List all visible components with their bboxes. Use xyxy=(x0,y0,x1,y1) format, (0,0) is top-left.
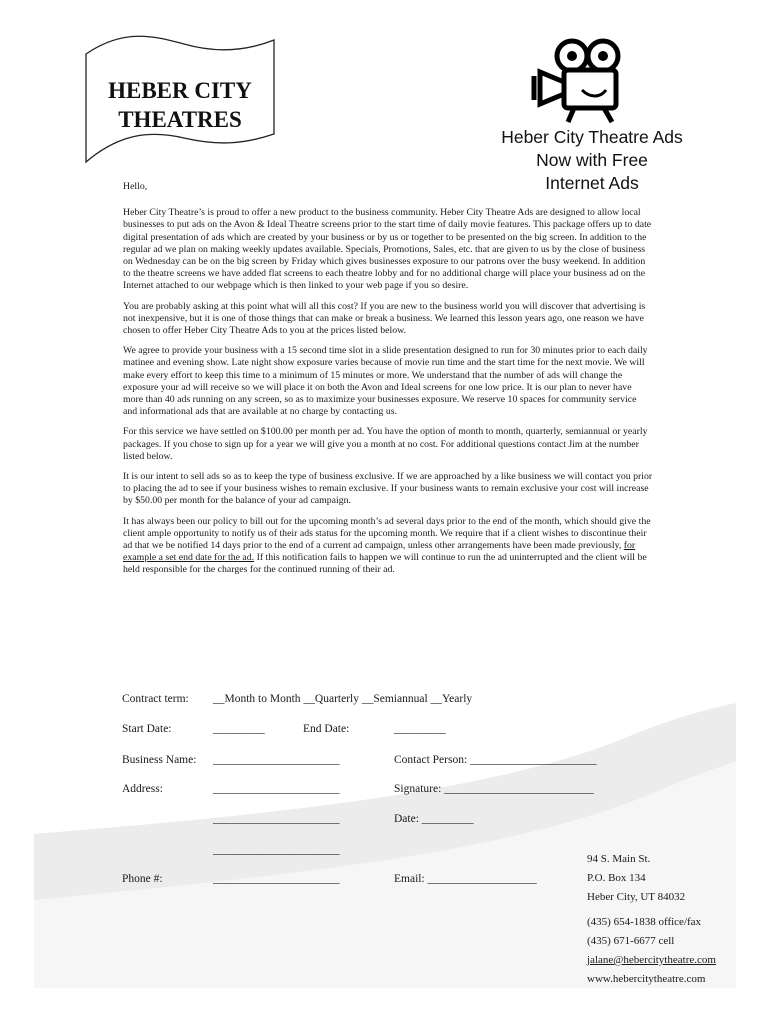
address-field-line-2[interactable]: ______________________ xyxy=(213,813,340,825)
heading-line-1: Heber City Theatre Ads xyxy=(501,127,683,147)
address-field-line-1[interactable]: ______________________ xyxy=(213,783,340,795)
billing-text-part-2: If this notification fails to happen we will continue to run the ad uninterrupted and the client will be held responsible for the charges for the continued running of their ad. xyxy=(123,552,647,576)
contact-info xyxy=(587,850,716,989)
contract-term-options[interactable]: __Month to Month __Quarterly __Semiannual __Yearly xyxy=(213,693,473,705)
signature-field[interactable]: Signature: __________________________ xyxy=(394,783,594,795)
address-field-line-3[interactable]: ______________________ xyxy=(213,844,340,856)
movie-camera-icon xyxy=(528,36,636,124)
email-link[interactable]: jalane@hebercitytheatre.com xyxy=(587,954,716,966)
phone-label: Phone #: xyxy=(122,873,163,885)
phone-office: (435) 654-1838 office/fax xyxy=(587,916,702,928)
start-date-field[interactable]: _________ xyxy=(213,723,265,735)
po-box: P.O. Box 134 xyxy=(587,872,646,884)
city-state-zip: Heber City, UT 84032 xyxy=(587,891,686,903)
website-link[interactable]: www.hebercitytheatre.com xyxy=(587,973,706,985)
greeting: Hello, xyxy=(123,181,148,192)
billing-text-underlined: for example a set end date for the ad. xyxy=(123,540,636,564)
business-name-label: Business Name: xyxy=(122,754,197,766)
paragraph-pricing: For this service we have settled on $100.00 per month per ad. You have the option of month to month, quarterly, semiannual or yearly packages. If you chose to sign up for a year we will give you a month at no cost. For additional questions contact Jim at the number listed below. xyxy=(123,426,648,462)
paragraph-cost: You are probably asking at this point what will all this cost? If you are new to the business world you will discover that advertising is not inexpensive, but it is one of those things that can make or break a business. We learned this lesson years ago, one reason we have chosen to offer Heber City Theatre Ads to you at the prices listed below. xyxy=(123,300,646,337)
letter-body xyxy=(123,181,653,585)
start-date-label: Start Date: xyxy=(122,723,172,735)
paragraph-time-slot: We agree to provide your business with a 15 second time slot in a slide presentation designed to run for 30 minutes prior to each daily matinee and evening show. Late night show exposure varies because of movie run time and the start time for the next movie. We will make every effort to keep this time to a minimum of 15 minutes or more. We understand that the number of ads will change the exposure your ad will receive so we will place it on both the Avon and Ideal screens for one low price. It is our plan to never have more than 40 ads running on any screen, so as to maximize your businesses exposure. We reserve 10 spaces for community service and informational ads that are available at no charge by contacting us. xyxy=(123,345,648,418)
billing-text-part-1: It has always been our policy to bill out for the upcoming month’s ad several days prior to the end of the month, which should give the client ample opportunity to notify us of their ads status for the upcoming month. We require that if a client wishes to discontinue their ad that we be notified 14 days prior to the end of a current ad campaign, unless other arrangements have been made previously, xyxy=(123,515,651,552)
heading-line-3: Internet Ads xyxy=(545,173,639,193)
date-field[interactable]: Date: _________ xyxy=(394,813,474,825)
street-address: 94 S. Main St. xyxy=(587,853,651,865)
heading-line-2: Now with Free xyxy=(536,150,648,170)
logo xyxy=(84,76,276,134)
contract-term-label: Contract term: xyxy=(122,693,189,705)
email-field[interactable]: Email: ___________________ xyxy=(394,873,537,885)
logo-line-2: THEATRES xyxy=(118,107,242,132)
address-label: Address: xyxy=(122,783,163,795)
paragraph-exclusive: It is our intent to sell ads so as to keep the type of business exclusive. If we are approached by a like business we will contact you prior to placing the ad to see if your business wishes to remain exclusive. If your business wants to remain exclusive your cost will increase by $50.00 per month for the balance of your ad campaign. xyxy=(123,471,653,507)
paragraph-intro: Heber City Theatre’s is proud to offer a new product to the business community. Heber City Theatre Ads are designed to allow local businesses to put ads on the Avon & Ideal Theatre screens prior to the start time of daily movie features. This package offers up to date digital presentation of ads which are created by your business or by us or together to be presented on the big screen. In addition to the regular ad we plan on making weekly updates available. Specials, Promotions, Sales, etc. that are given to us by the close of business on Wednesday can be on the big screen by Friday which gives businesses exposure to our patrons over the busy weekend. In addition to the theatre screens we have added flat screens to each theatre lobby and for no additional charge will place your business ad on the Internet attached to our webpage which is then linked to your web page if you so desire. xyxy=(123,207,652,292)
contact-person-field[interactable]: Contact Person: ______________________ xyxy=(394,754,597,766)
business-name-field[interactable]: ______________________ xyxy=(213,754,340,766)
paragraph-billing xyxy=(123,516,653,577)
phone-cell: (435) 671-6677 cell xyxy=(587,935,675,947)
phone-field[interactable]: ______________________ xyxy=(213,873,340,885)
logo-line-1: HEBER CITY xyxy=(108,78,252,103)
end-date-field[interactable]: _________ xyxy=(394,723,446,735)
end-date-label: End Date: xyxy=(303,723,350,735)
